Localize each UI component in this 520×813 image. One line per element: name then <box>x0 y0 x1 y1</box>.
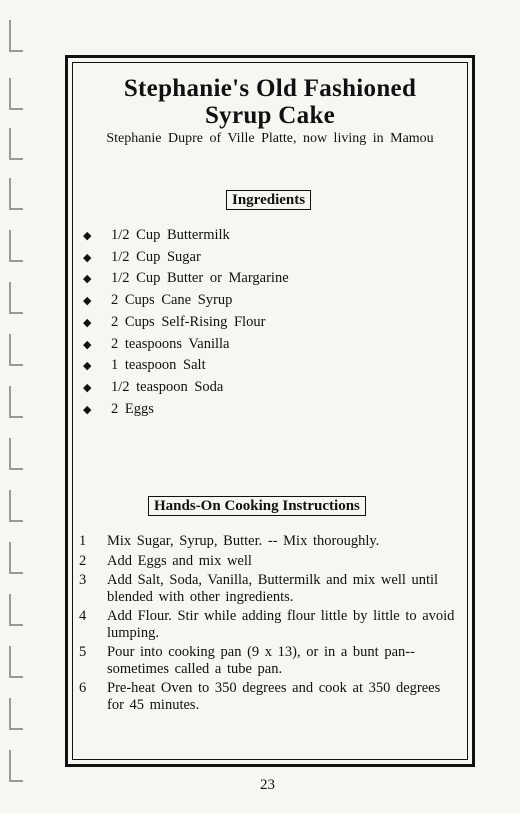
binding-ring <box>9 282 23 314</box>
spiral-binding <box>0 0 40 813</box>
instruction-step <box>79 533 459 550</box>
step-text: Add Flour. Stir while adding flour little by little to avoid lumping. <box>107 608 455 641</box>
binding-ring <box>9 386 23 418</box>
step-text: Add Eggs and mix well <box>107 552 252 569</box>
diamond-bullet-icon: ◆ <box>83 338 92 351</box>
binding-ring <box>9 594 23 626</box>
binding-ring <box>9 334 23 366</box>
ingredient-item: ◆ 1/2 Cup Butter or Margarine <box>83 268 289 290</box>
ingredients-list <box>83 225 289 420</box>
ingredients-heading-label: Ingredients <box>232 192 306 208</box>
ingredient-item: ◆ 2 Cups Cane Syrup <box>83 290 289 312</box>
step-text: Pour into cooking pan (9 x 13), or in a bunt pan--sometimes called a tube pan. <box>107 644 415 677</box>
recipe-card <box>65 55 475 767</box>
diamond-bullet-icon: ◆ <box>83 381 92 394</box>
step-number: 5 <box>79 644 87 660</box>
diamond-bullet-icon: ◆ <box>83 273 92 286</box>
binding-ring <box>9 178 23 210</box>
recipe-title-line1: Stephanie's Old Fashioned <box>123 75 417 102</box>
instructions-heading-label: Hands-On Cooking Instructions <box>154 498 360 514</box>
recipe-title <box>73 75 467 129</box>
instruction-step <box>79 553 459 570</box>
diamond-bullet-icon: ◆ <box>83 316 92 329</box>
step-number: 3 <box>79 572 87 588</box>
instructions-list <box>79 533 459 716</box>
step-number: 4 <box>79 608 87 624</box>
binding-ring <box>9 438 23 470</box>
binding-ring <box>9 490 23 522</box>
binding-ring <box>9 20 23 52</box>
diamond-bullet-icon: ◆ <box>83 251 92 264</box>
ingredient-item: ◆ 2 Eggs <box>83 399 289 421</box>
ingredient-item: ◆ 2 Cups Self-Rising Flour <box>83 312 289 334</box>
binding-ring <box>9 230 23 262</box>
step-text: Add Salt, Soda, Vanilla, Buttermilk and mix well until blended with other ingredients. <box>107 572 439 605</box>
page-number: 23 <box>260 777 275 793</box>
binding-ring <box>9 698 23 730</box>
recipe-contributor: Stephanie Dupre of Ville Platte, now living in Mamou <box>106 131 434 146</box>
instruction-step <box>79 608 459 641</box>
binding-ring <box>9 646 23 678</box>
step-number: 1 <box>79 533 87 549</box>
step-number: 2 <box>79 552 87 569</box>
instruction-step <box>79 644 459 677</box>
diamond-bullet-icon: ◆ <box>83 295 92 308</box>
step-text: Mix Sugar, Syrup, Butter. -- Mix thoroughly. <box>107 533 380 549</box>
ingredient-item: ◆ 1/2 Cup Buttermilk <box>83 225 289 247</box>
binding-ring <box>9 78 23 110</box>
step-text: Pre-heat Oven to 350 degrees and cook at 350 degrees for 45 minutes. <box>107 680 441 713</box>
instruction-step <box>79 680 459 713</box>
diamond-bullet-icon: ◆ <box>83 360 92 373</box>
ingredient-item: ◆ 1/2 teaspoon Soda <box>83 377 289 399</box>
ingredient-item: ◆ 2 teaspoons Vanilla <box>83 334 289 356</box>
diamond-bullet-icon: ◆ <box>83 403 92 416</box>
instructions-heading <box>148 496 366 516</box>
step-number: 6 <box>79 680 87 696</box>
diamond-bullet-icon: ◆ <box>83 230 92 242</box>
binding-ring <box>9 542 23 574</box>
ingredients-heading <box>226 190 311 210</box>
ingredient-item: ◆ 1/2 Cup Sugar <box>83 247 289 269</box>
recipe-title-line2: Syrup Cake <box>204 102 336 129</box>
ingredient-item: ◆ 1 teaspoon Salt <box>83 355 289 377</box>
recipe-card-inner-border <box>72 62 468 760</box>
instruction-step <box>79 572 459 605</box>
binding-ring <box>9 128 23 160</box>
